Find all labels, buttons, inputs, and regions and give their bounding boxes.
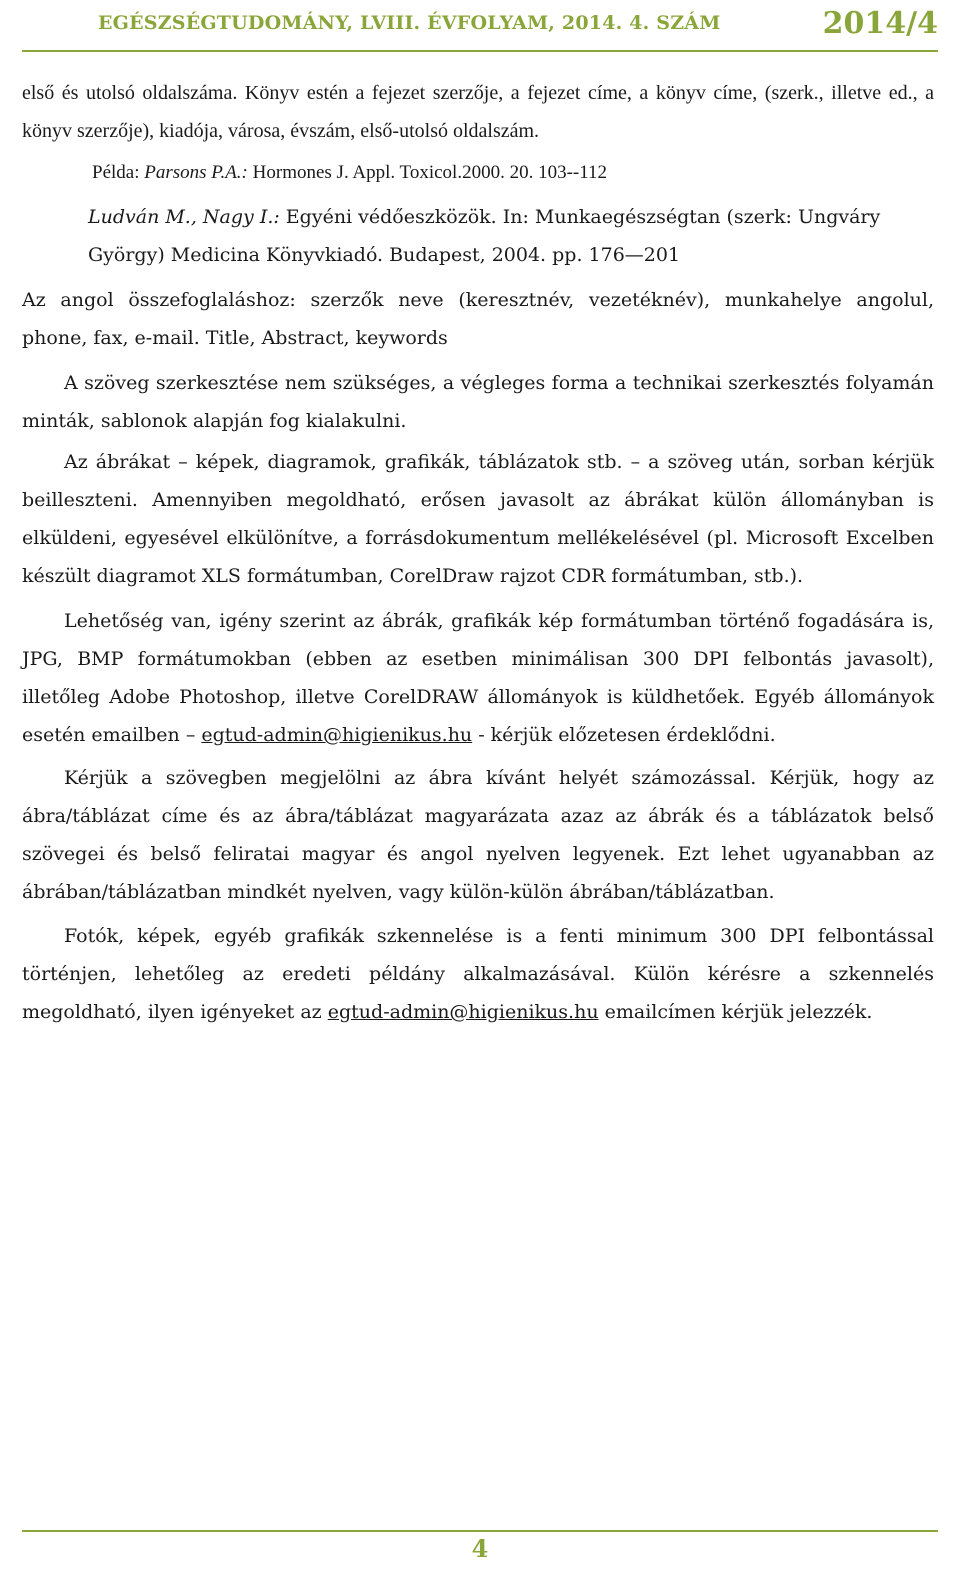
image-formats-text: Lehetőség van, igény szerint az ábrák, grafikák kép formátumban történő fogadására is, JPG, BMP formátumokban (ebben az esetben minimálisan 300 DPI felbontás javasolt), illetőleg Adobe Photoshop, illetve CorelDRAW állományok is küldhetőek. Egyéb állományok esetén emailben – <box>22 610 934 746</box>
paragraph-figures: Az ábrákat – képek, diagramok, grafikák, táblázatok stb. – a szöveg után, sorban kérjük beilleszteni. Amennyiben megoldható, erősen javasolt az ábrákat külön állományban is elküldeni, egyesével elkülönítve, a forrásdokumentum mellékelésével (pl. Microsoft Excelben készült diagramot XLS formátumban, CorelDraw rajzot CDR formátumban, stb.). <box>22 451 934 587</box>
paragraph-photo-scanning <box>22 917 934 1031</box>
page-number: 4 <box>471 1534 489 1563</box>
journal-title: EGÉSZSÉGTUDOMÁNY, LVIII. ÉVFOLYAM, 2014. 4. SZÁM <box>98 12 721 34</box>
email-link[interactable]: egtud-admin@higienikus.hu <box>327 1001 599 1023</box>
paragraph-english-summary: Az angol összefoglaláshoz: szerzők neve (keresztnév, vezetéknév), munkahelye angolul, phone, fax, e-mail. Title, Abstract, keywords <box>22 289 934 349</box>
page-header <box>22 6 938 48</box>
paragraph-text-editing: A szöveg szerkesztése nem szükséges, a végleges forma a technikai szerkesztés folyamán minták, sablonok alapján fog kialakulni. <box>22 372 934 432</box>
ref2-rest: Egyéni védőeszközök. In: Munkaegészségtan (szerk: Ungváry György) Medicina Könyvkiadó. Budapest, 2004. pp. 176—201 <box>88 206 881 266</box>
photo-scanning-text: Fotók, képek, egyéb grafikák szkennelése is a fenti minimum 300 DPI felbontással történjen, lehetőleg az eredeti példány alkalmazásával. Külön kérésre a szkennelés megoldható, ilyen igényeket az <box>22 925 934 1023</box>
ref2-author: Ludván M., Nagy I.: <box>88 206 280 228</box>
reference-example-book <box>88 198 934 274</box>
reference-example <box>92 154 938 192</box>
paragraph-citation-format: első és utolsó oldalszáma. Könyv estén a fejezet szerzője, a fejezet címe, a könyv címe, (szerk., illetve ed., a könyv szerzője), kiadója, városa, évszám, első-utolsó oldalszám. <box>22 82 934 142</box>
example-rest: Hormones J. Appl. Toxicol.2000. 20. 103--112 <box>247 162 608 183</box>
paragraph-figure-marking: Kérjük a szövegben megjelölni az ábra kívánt helyét számozással. Kérjük, hogy az ábra/táblázat címe és az ábra/táblázat magyarázata azaz az ábrák és a táblázatok belső szövegei és belső feliratai magyar és angol nyelven legyenek. Ezt lehet ugyanabban az ábrában/táblázatban mindkét nyelven, vagy külön-külön ábrában/táblázatban. <box>22 767 934 903</box>
image-formats-tail: - kérjük előzetesen érdeklődni. <box>472 724 776 746</box>
example-author: Parsons P.A.: <box>144 162 248 183</box>
email-link[interactable]: egtud-admin@higienikus.hu <box>201 724 473 746</box>
header-divider <box>22 50 938 52</box>
example-prefix: Példa: <box>92 162 145 183</box>
issue-number: 2014/4 <box>822 6 938 41</box>
footer-divider <box>22 1530 938 1532</box>
paragraph-image-formats <box>22 602 934 754</box>
photo-scanning-tail: emailcímen kérjük jelezzék. <box>598 1001 873 1023</box>
